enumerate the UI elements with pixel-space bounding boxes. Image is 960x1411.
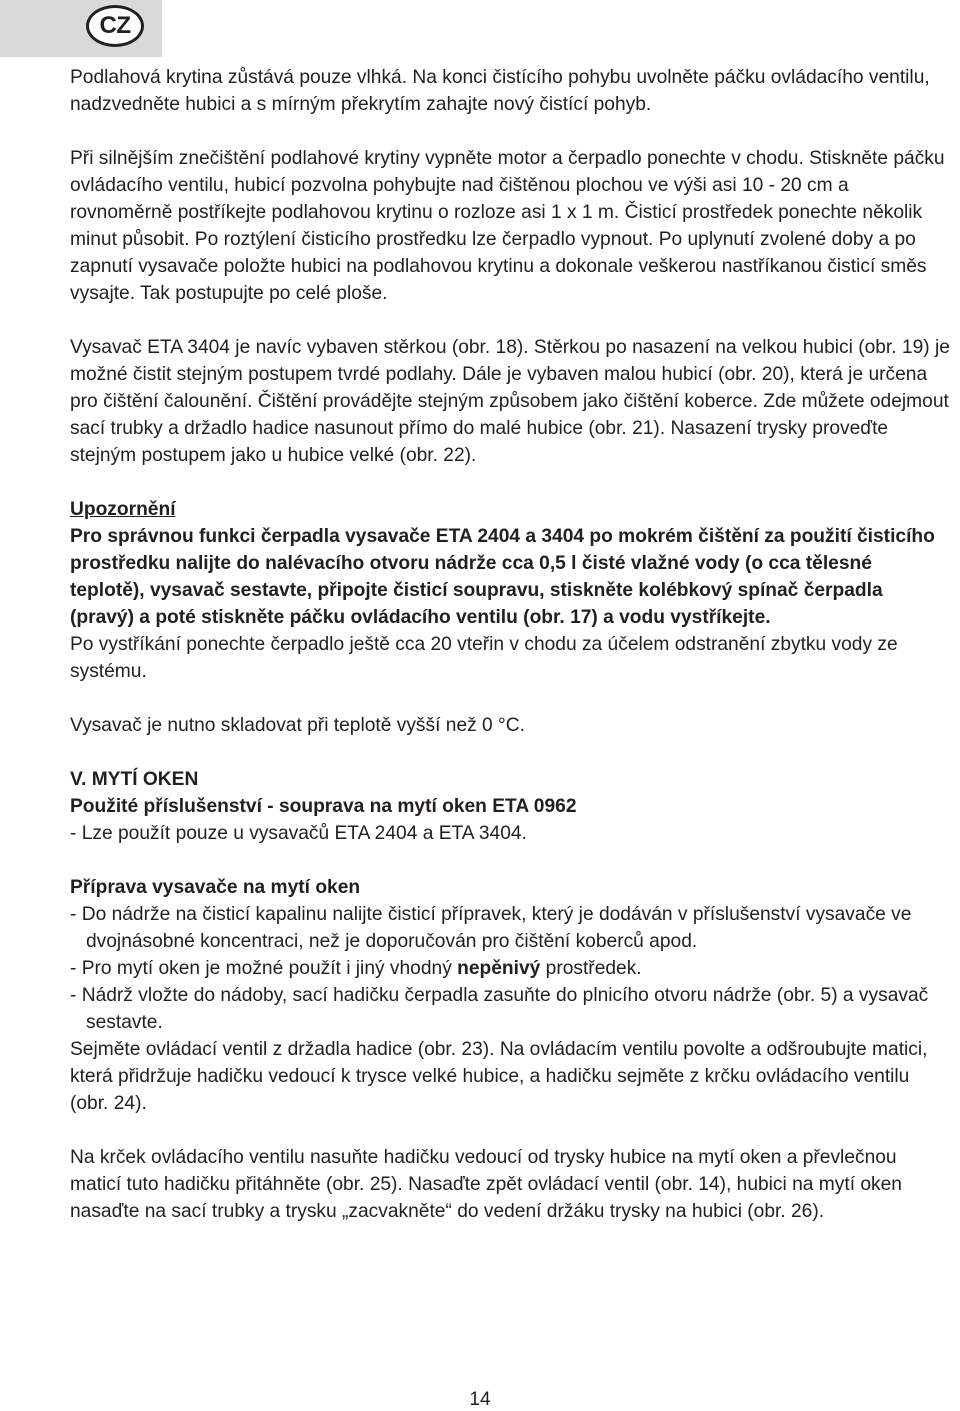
prep-item-2 — [70, 955, 950, 982]
section-title: V. MYTÍ OKEN — [70, 769, 199, 790]
language-tab — [0, 0, 162, 57]
prep-item-1: - Do nádrže na čisticí kapalinu nalijte čisticí přípravek, který je dodáván v příslušenství vysavače ve dvojnásobné koncentraci, než je doporučován pro čištění koberců apod. — [70, 904, 912, 952]
paragraph-heavy-soiling: Při silnějším znečištění podlahové krytiny vypněte motor a čerpadlo ponechte v chodu. Stiskněte páčku ovládacího ventilu, hubicí pozvolna pohybujte nad čištěnou plochou ve výši asi 10 - 20 cm a rovnoměrně postříkejte podlahovou krytinu o rozloze asi 1 x 1 m. Čisticí prostředek ponechte několik minut působit. Po roztýlení čisticího prostředku lze čerpadlo vypnout. Po uplynutí zvolené doby a po zapnutí vysavače položte hubici na podlahovou krytinu a dokonale veškerou nastříkanou čisticí směs vysajte. Tak postupujte po celé ploše. — [70, 148, 945, 304]
prep-item-2-pre: - Pro mytí oken je možné použít i jiný vhodný — [70, 958, 458, 979]
accessory-line: Použité příslušenství - souprava na mytí oken ETA 0962 — [70, 796, 577, 817]
paragraph-squeegee: Vysavač ETA 3404 je navíc vybaven stěrkou (obr. 18). Stěrkou po nasazení na velkou hubici (obr. 19) je možné čistit stejným postupem tvrdé podlahy. Dále je vybaven malou hubicí (obr. 20), která je určena pro čištění čalounění. Čištění provádějte stejným způsobem jako čištění koberce. Zde můžete odejmout sací trubky a držadlo hadice nasunout přímo do malé hubice (obr. 21). Nasazení trysky proveďte stejným postupem jako u hubice velké (obr. 22). — [70, 337, 950, 466]
page-content — [70, 64, 950, 1225]
language-badge: CZ — [86, 5, 144, 47]
prep-item-3: - Nádrž vložte do nádoby, sací hadičku čerpadla zasuňte do plnicího otvoru nádrže (obr. 5) a vysavač sestavte. — [70, 985, 929, 1033]
prep-item-2-post: prostředek. — [540, 958, 642, 979]
warning-bold-text: Pro správnou funkci čerpadla vysavače ETA 2404 a 3404 po mokrém čištění za použití čisticího prostředku nalijte do nalévacího otvoru nádrže cca 0,5 l čisté vlažné vody (o cca tělesné teplotě), vysavač sestavte, připojte čisticí soupravu, stiskněte kolébkový spínač čerpadla (pravý) a poté stiskněte páčku ovládacího ventilu (obr. 17) a vodu vystříkejte. — [70, 526, 935, 628]
paragraph-cleaning-motion: Podlahová krytina zůstává pouze vlhká. Na konci čistícího pohybu uvolněte páčku ovládacího ventilu, nadzvedněte hubici a s mírným překrytím zahajte nový čistící pohyb. — [70, 67, 930, 115]
prep-text-1: Sejměte ovládací ventil z držadla hadice (obr. 23). Na ovládacím ventilu povolte a odšroubujte matici, která přidržuje hadičku vedoucí k trysce velké hubice, a hadičku sejměte z krčku ovládacího ventilu (obr. 24). — [70, 1039, 928, 1114]
warning-after-text: Po vystříkání ponechte čerpadlo ještě cca 20 vteřin v chodu za účelem odstranění zbytku vody ze systému. — [70, 634, 898, 682]
warning-heading: Upozornění — [70, 499, 176, 520]
storage-note: Vysavač je nutno skladovat při teplotě vyšší než 0 °C. — [70, 715, 525, 736]
page-number: 14 — [469, 1389, 491, 1410]
prep-heading: Příprava vysavače na mytí oken — [70, 877, 361, 898]
prep-item-2-bold: nepěnivý — [457, 958, 541, 979]
prep-text-2: Na krček ovládacího ventilu nasuňte hadičku vedoucí od trysky hubice na mytí oken a převlečnou maticí tuto hadičku přitáhněte (obr. 25). Nasaďte zpět ovládací ventil (obr. 14), hubici na mytí oken nasaďte na sací trubky a trysku „zacvakněte“ do vedení držáku trysky na hubici (obr. 26). — [70, 1147, 902, 1222]
compatibility-note: - Lze použít pouze u vysavačů ETA 2404 a ETA 3404. — [70, 823, 527, 844]
